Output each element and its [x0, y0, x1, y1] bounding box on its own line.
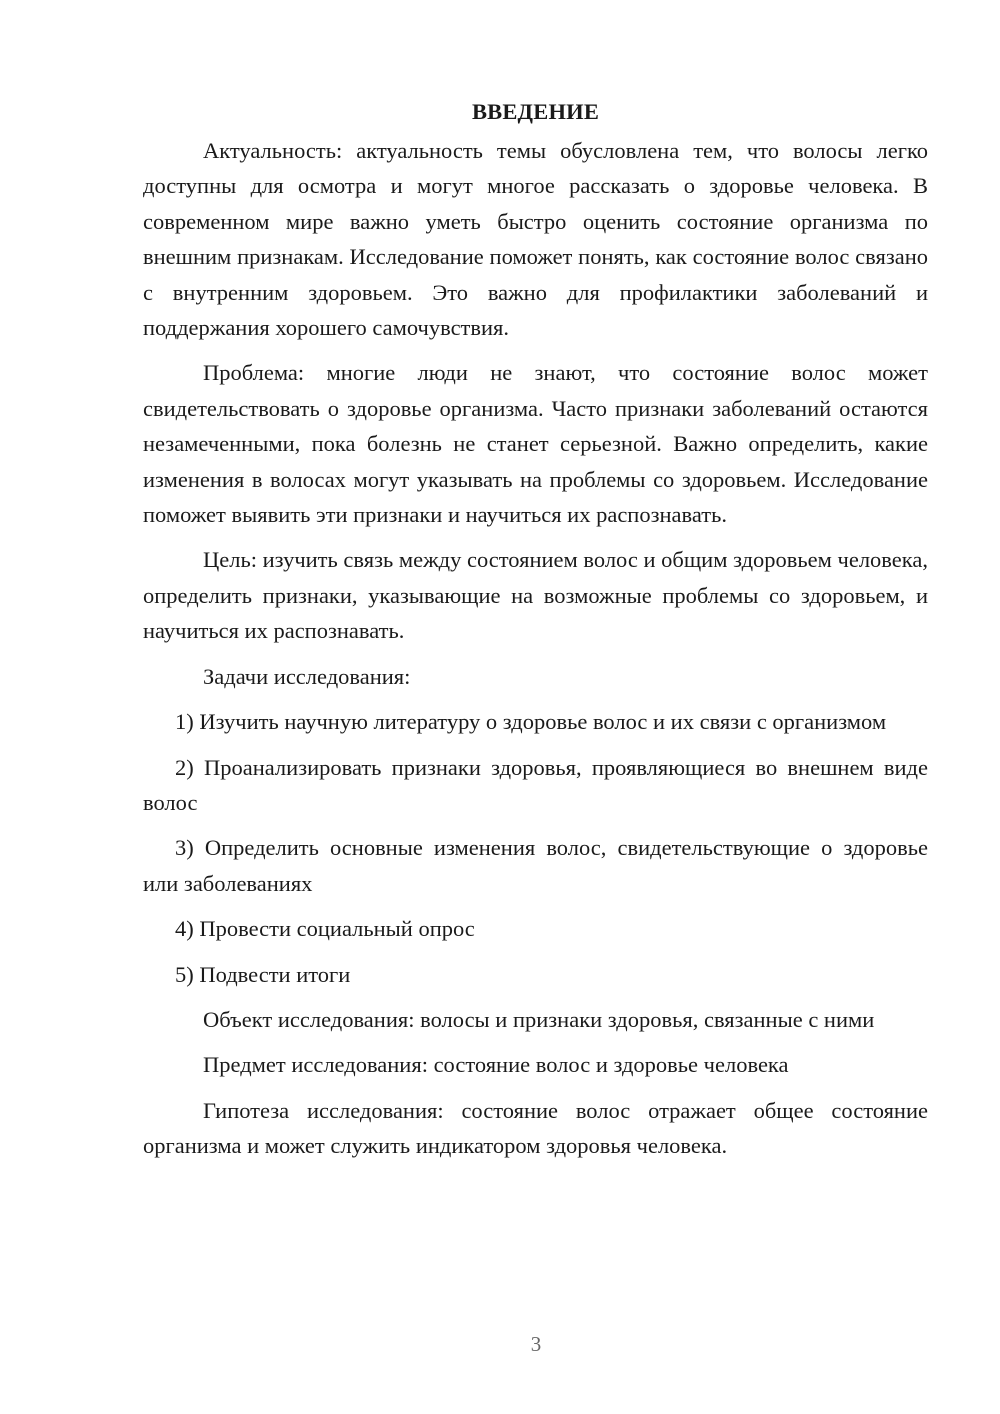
goal-paragraph: Цель: изучить связь между состоянием волос и общим здоровьем человека, определить признаки, указывающие на возможные проблемы со здоровьем, и научиться их распознавать.: [143, 547, 928, 644]
list-item: 5) Подвести итоги: [175, 961, 351, 987]
problem-paragraph: Проблема: многие люди не знают, что состояние волос может свидетельствовать о здоровье организма. Часто признаки заболеваний остаются незамеченными, пока болезнь не станет серьезной. Важно определить, какие изменения в волосах могут указывать на проблемы со здоровьем. Исследование поможет выявить эти признаки и научиться их распознавать.: [143, 360, 928, 528]
list-item: 3) Определить основные изменения волос, свидетельствующие о здоровье или заболеваниях: [143, 835, 928, 896]
relevance-paragraph: Актуальность: актуальность темы обусловлена тем, что волосы легко доступны для осмотра и могут многое рассказать о здоровье человека. В современном мире важно уметь быстро оценить состояние организма по внешним признакам. Исследование поможет понять, как состояние волос связано с внутренним здоровьем. Это важно для профилактики заболеваний и поддержания хорошего самочувствия.: [143, 138, 928, 341]
list-item: 1) Изучить научную литературу о здоровье волос и их связи с организмом: [175, 709, 887, 735]
object-paragraph: Объект исследования: волосы и признаки здоровья, связанные с ними: [203, 1006, 875, 1032]
hypothesis-paragraph: Гипотеза исследования: состояние волос отражает общее состояние организма и может служить индикатором здоровья человека.: [143, 1097, 928, 1159]
subject-paragraph: Предмет исследования: состояние волос и здоровье человека: [203, 1052, 789, 1078]
list-item: 4) Провести социальный опрос: [175, 916, 475, 942]
list-item: 2) Проанализировать признаки здоровья, проявляющиеся во внешнем виде волос: [143, 754, 928, 815]
page-number: 3: [530, 1332, 542, 1356]
document-page: [143, 94, 928, 1174]
tasks-list: [143, 704, 928, 992]
page-title: ВВЕДЕНИЕ: [471, 99, 600, 124]
tasks-title: Задачи исследования:: [203, 663, 411, 689]
